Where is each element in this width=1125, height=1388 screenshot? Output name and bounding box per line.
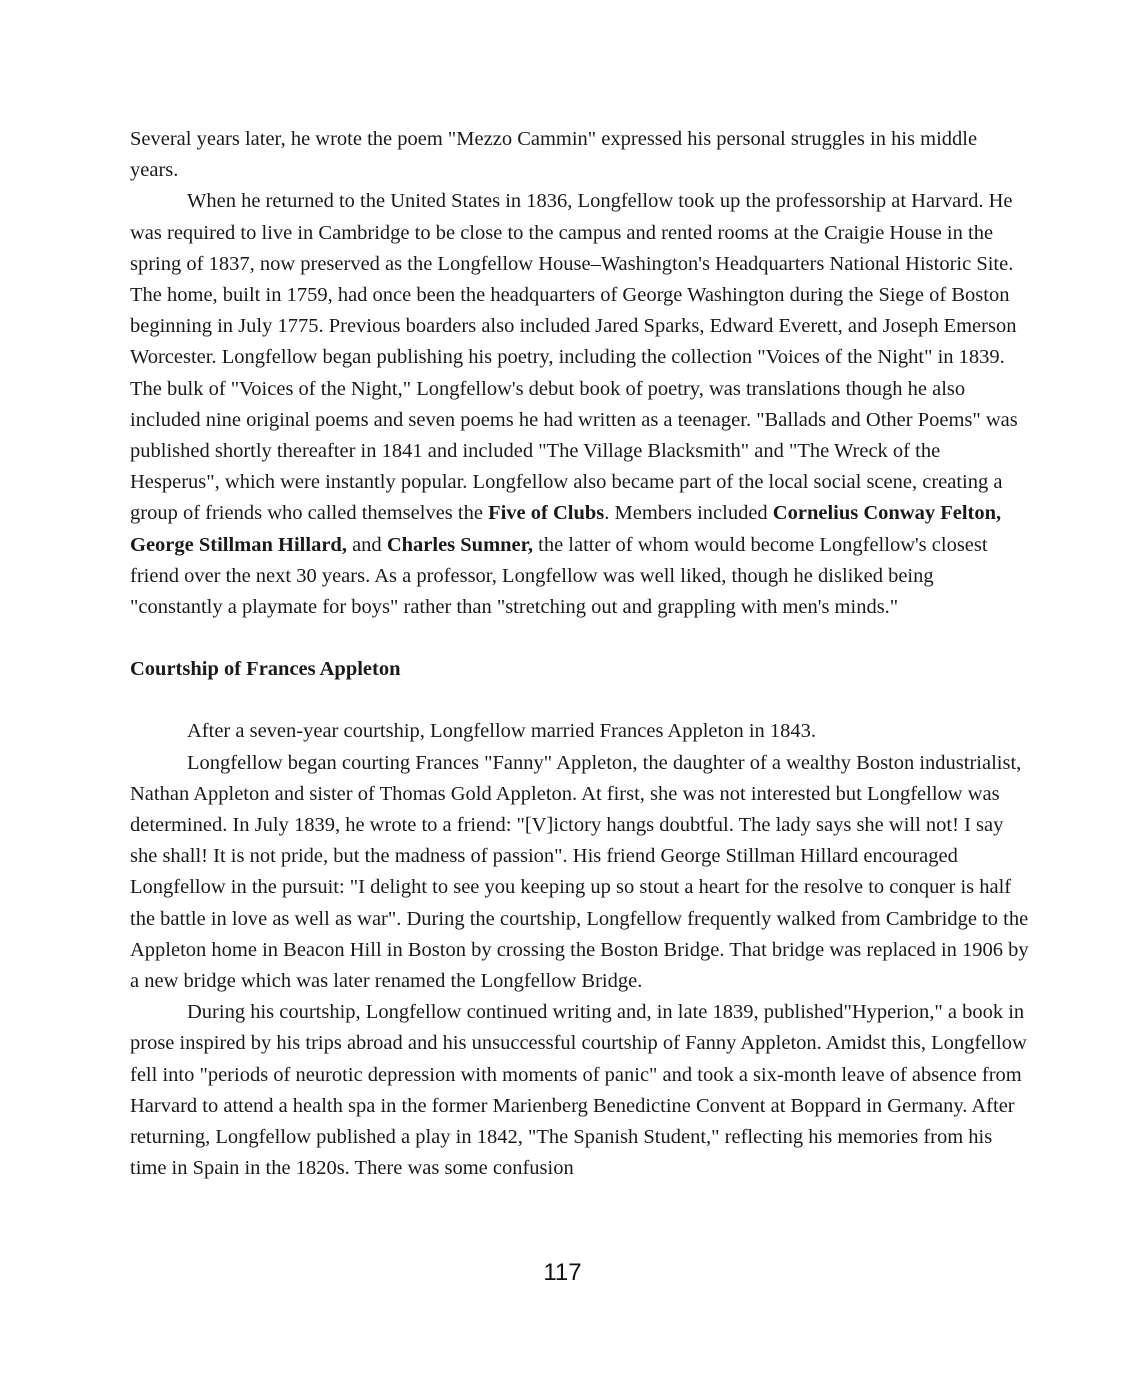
text-segment: . Members included [604, 502, 773, 525]
text-segment: Longfellow began courting Frances "Fanny" Appleton, the daughter of a wealthy Boston industrialist, Nathan Appleton and sister of Thomas Gold Appleton. At first, she was not interested but Longfellow was determined. In July 1839, he wrote to a friend: "[V]ictory hangs doubtful. The lady says she will not! I say she shall! It is not pride, but the madness of passion". His friend George Stillman Hillard encouraged Longfellow in the pursuit: "I delight to see you keeping up so stout a heart for the resolve to conquer is half the battle in love as well as war". During the courtship, Longfellow frequently walked from Cambridge to the Appleton home in Beacon Hill in Boston by crossing the Boston Bridge. That bridge was replaced in 1906 by a new bridge which was later renamed the Longfellow Bridge. [130, 751, 1029, 993]
paragraph [130, 748, 1030, 998]
paragraph [130, 997, 1030, 1184]
paragraphs-before-heading [130, 124, 1030, 623]
text-segment: the latter of whom would become Longfellow's closest friend over the next 30 years. As a professor, Longfellow was well liked, though he disliked being "constantly a playmate for boys" rather than "stretching out and grappling with men's minds." [130, 533, 988, 619]
bold-text-segment: Charles Sumner, [386, 533, 533, 556]
bold-text-segment: Cornelius Conway Felton, George Stillman Hillard, [130, 502, 1002, 556]
section-heading: Courtship of Frances Appleton [130, 658, 401, 681]
text-segment: and [346, 533, 387, 556]
text-segment: During his courtship, Longfellow continued writing and, in late 1839, published"Hyperion," a book in prose inspired by his trips abroad and his unsuccessful courtship of Fanny Appleton. Amidst this, Longfellow fell into "periods of neurotic depression with moments of panic" and took a six-month leave of absence from Harvard to attend a health spa in the former Marienberg Benedictine Convent at Boppard in Germany. After returning, Longfellow published a play in 1842, "The Spanish Student," reflecting his memories from his time in Spain in the 1820s. There was some confusion [130, 1001, 1027, 1180]
body-text [130, 124, 1030, 1185]
text-segment: After a seven-year courtship, Longfellow married Frances Appleton in 1843. [187, 720, 817, 743]
paragraph [130, 124, 1030, 186]
text-segment: Several years later, he wrote the poem "Mezzo Cammin" expressed his personal struggles in his middle years. [130, 128, 978, 182]
text-segment: When he returned to the United States in 1836, Longfellow took up the professorship at Harvard. He was required to live in Cambridge to be close to the campus and rented rooms at the Craigie House in the spring of 1837, now preserved as the Longfellow House–Washington's Headquarters National Historic Site. The home, built in 1759, had once been the headquarters of George Washington during the Siege of Boston beginning in July 1775. Previous boarders also included Jared Sparks, Edward Everett, and Joseph Emerson Worcester. Longfellow began publishing his poetry, including the collection "Voices of the Night" in 1839. The bulk of "Voices of the Night," Longfellow's debut book of poetry, was translations though he also included nine original poems and seven poems he had written as a teenager. "Ballads and Other Poems" was published shortly thereafter in 1841 and included "The Village Blacksmith" and "The Wreck of the Hesperus", which were instantly popular. Longfellow also became part of the local social scene, creating a group of friends who called themselves the [130, 190, 1018, 525]
bold-text-segment: Five of Clubs [488, 502, 605, 525]
page-number: 117 [543, 1259, 582, 1286]
paragraph [130, 716, 1030, 747]
paragraph [130, 186, 1030, 623]
paragraphs-after-heading [130, 716, 1030, 1184]
